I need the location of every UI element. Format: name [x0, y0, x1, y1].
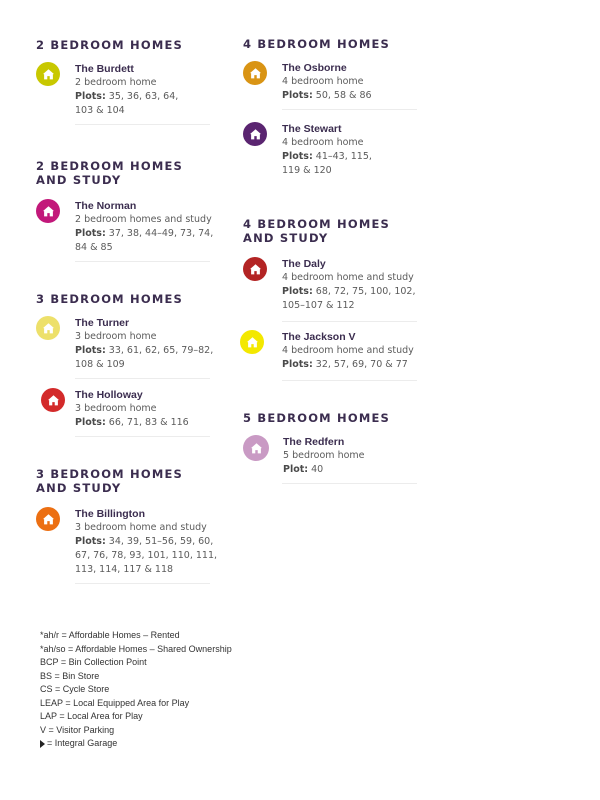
home-plots: Plots: 33, 61, 62, 65, 79–82, [75, 345, 214, 356]
house-icon [36, 62, 60, 86]
home-type: 3 bedroom home and study [75, 522, 207, 533]
triangle-right-icon [40, 740, 45, 748]
home-name: The Norman [75, 200, 137, 212]
legend-item: *ah/r = Affordable Homes – Rented [40, 630, 180, 640]
home-plots-continued: 67, 76, 78, 93, 101, 110, 111, [75, 550, 218, 561]
house-icon [36, 316, 60, 340]
home-plots: Plot: 40 [283, 464, 324, 475]
house-icon [36, 199, 60, 223]
legend-item: LAP = Local Area for Play [40, 711, 143, 721]
house-icon [240, 330, 264, 354]
section-4-bedroom [243, 37, 443, 176]
home-name: The Holloway [75, 389, 143, 401]
home-plots-continued: 113, 114, 117 & 118 [75, 564, 174, 575]
home-name: The Daly [282, 258, 326, 270]
home-plots-continued: 108 & 109 [75, 359, 125, 370]
home-plots-continued: 103 & 104 [75, 105, 125, 116]
house-icon [243, 435, 269, 461]
section-title: 2 BEDROOM HOMES [36, 38, 184, 52]
home-type: 3 bedroom home [75, 331, 157, 342]
legend-item: *ah/so = Affordable Homes – Shared Ownership [40, 643, 232, 654]
section-4-bedroom-study [243, 217, 443, 370]
section-title: 4 BEDROOM HOMES [243, 37, 391, 51]
home-plots: Plots: 66, 71, 83 & 116 [75, 417, 189, 428]
legend-item: CS = Cycle Store [40, 684, 110, 694]
house-icon [243, 257, 267, 281]
house-icon [243, 122, 267, 146]
divider [75, 124, 210, 125]
section-title: 5 BEDROOM HOMES [243, 411, 391, 425]
legend-item: BS = Bin Store [40, 670, 100, 681]
home-plots-continued: 84 & 85 [75, 242, 113, 253]
divider [282, 109, 417, 110]
home-type: 4 bedroom home [282, 76, 364, 87]
home-plots: Plots: 35, 36, 63, 64, [75, 91, 179, 102]
section-2-bedroom-study [36, 159, 236, 253]
legend-item-label: = Integral Garage [47, 738, 118, 748]
section-5-bedroom [243, 411, 443, 475]
divider [75, 261, 210, 262]
home-name: The Turner [75, 317, 130, 329]
home-name: The Burdett [75, 63, 134, 75]
section-title: 3 BEDROOM HOMES AND STUDY [36, 467, 184, 495]
divider [75, 436, 210, 437]
divider [75, 583, 210, 584]
abbreviations-legend [40, 629, 300, 751]
section-title: 2 BEDROOM HOMES AND STUDY [36, 159, 184, 187]
legend-item: LEAP = Local Equipped Area for Play [40, 697, 190, 708]
legend-item: BCP = Bin Collection Point [40, 657, 147, 667]
house-icon [243, 61, 267, 85]
home-name: The Osborne [282, 62, 347, 74]
section-2-bedroom [36, 38, 236, 116]
home-plots: Plots: 32, 57, 69, 70 & 77 [282, 359, 408, 370]
divider [282, 321, 417, 322]
home-plots: Plots: 68, 72, 75, 100, 102, [282, 286, 416, 297]
home-plots: Plots: 34, 39, 51–56, 59, 60, [75, 536, 214, 547]
home-name: The Jackson V [282, 331, 356, 343]
home-plots-continued: 105–107 & 112 [282, 300, 355, 311]
home-type: 2 bedroom homes and study [75, 214, 212, 225]
home-type: 2 bedroom home [75, 77, 157, 88]
home-type: 3 bedroom home [75, 403, 157, 414]
section-title: 3 BEDROOM HOMES [36, 292, 184, 306]
home-name: The Billington [75, 508, 145, 520]
section-3-bedroom-study [36, 467, 236, 575]
house-icon [41, 388, 65, 412]
legend-item: V = Visitor Parking [40, 724, 115, 735]
divider [75, 378, 210, 379]
home-name: The Redfern [283, 436, 345, 448]
section-title: 4 BEDROOM HOMES AND STUDY [243, 217, 391, 245]
house-icon [36, 507, 60, 531]
home-type: 4 bedroom home and study [282, 272, 414, 283]
home-type: 4 bedroom home and study [282, 345, 414, 356]
home-type: 4 bedroom home [282, 137, 364, 148]
home-plots: Plots: 41–43, 115, [282, 151, 372, 162]
legend-item-integral-garage [40, 737, 300, 751]
section-3-bedroom [36, 292, 236, 428]
home-name: The Stewart [282, 123, 342, 135]
home-plots: Plots: 37, 38, 44–49, 73, 74, [75, 228, 214, 239]
home-plots-continued: 119 & 120 [282, 165, 332, 176]
divider [282, 380, 417, 381]
home-type: 5 bedroom home [283, 450, 365, 461]
divider [282, 483, 417, 484]
home-plots: Plots: 50, 58 & 86 [282, 90, 372, 101]
